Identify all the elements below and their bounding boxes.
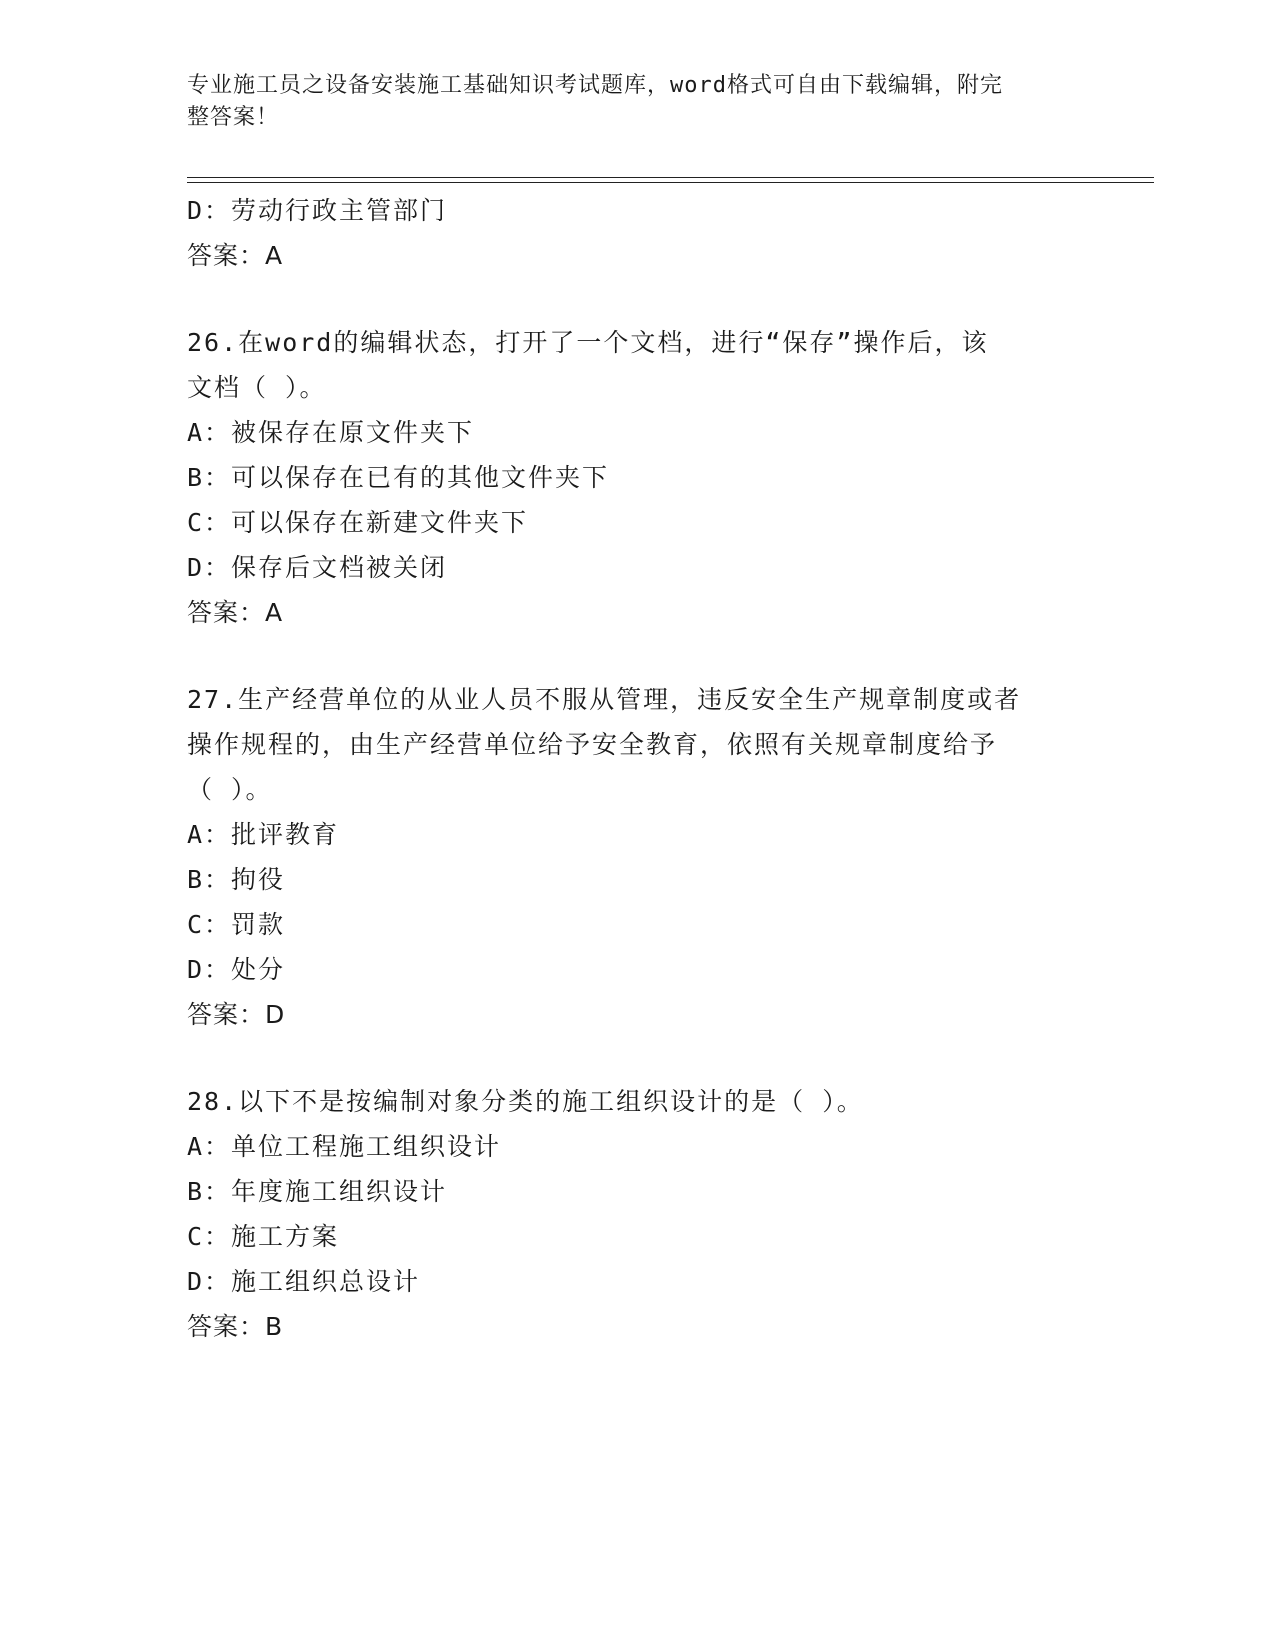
- question-stem-line: 27.生产经营单位的从业人员不服从管理，违反安全生产规章制度或者: [187, 685, 1022, 714]
- document-body: [187, 188, 1087, 1349]
- question-stem-line: 28.以下不是按编制对象分类的施工组织设计的是（ ）。: [187, 1087, 864, 1116]
- header-line-2: 整答案！: [187, 105, 280, 130]
- question-28: [187, 1079, 1087, 1349]
- answer: 答案：A: [187, 598, 284, 627]
- header-divider-top: [187, 177, 1154, 178]
- option-a: A：单位工程施工组织设计: [187, 1132, 502, 1161]
- option-a: A：被保存在原文件夹下: [187, 418, 475, 447]
- option-c: C：罚款: [187, 910, 286, 939]
- option-d: D：劳动行政主管部门: [187, 196, 448, 225]
- header-line-1: 专业施工员之设备安装施工基础知识考试题库，word格式可自由下载编辑，附完: [187, 73, 1003, 98]
- option-c: C：施工方案: [187, 1222, 340, 1251]
- option-a: A：批评教育: [187, 820, 340, 849]
- question-stem-line: （ ）。: [187, 775, 273, 804]
- answer: 答案：D: [187, 1000, 286, 1029]
- option-d: D：保存后文档被关闭: [187, 553, 448, 582]
- question-stem-line: 文档（ ）。: [187, 373, 327, 402]
- answer: 答案：A: [187, 241, 284, 270]
- option-d: D：处分: [187, 955, 286, 984]
- question-26: [187, 320, 1087, 635]
- question-27: [187, 677, 1087, 1037]
- question-stem-line: 26.在word的编辑状态，打开了一个文档，进行“保存”操作后，该: [187, 328, 989, 357]
- answer: 答案：B: [187, 1312, 284, 1341]
- option-c: C：可以保存在新建文件夹下: [187, 508, 529, 537]
- header-divider-bottom: [187, 182, 1154, 183]
- option-b: B：年度施工组织设计: [187, 1177, 448, 1206]
- document-header: [187, 70, 1067, 134]
- option-b: B：可以保存在已有的其他文件夹下: [187, 463, 610, 492]
- question-fragment: [187, 188, 1087, 278]
- option-b: B：拘役: [187, 865, 286, 894]
- option-d: D：施工组织总设计: [187, 1267, 421, 1296]
- question-stem-line: 操作规程的，由生产经营单位给予安全教育，依照有关规章制度给予: [187, 730, 998, 759]
